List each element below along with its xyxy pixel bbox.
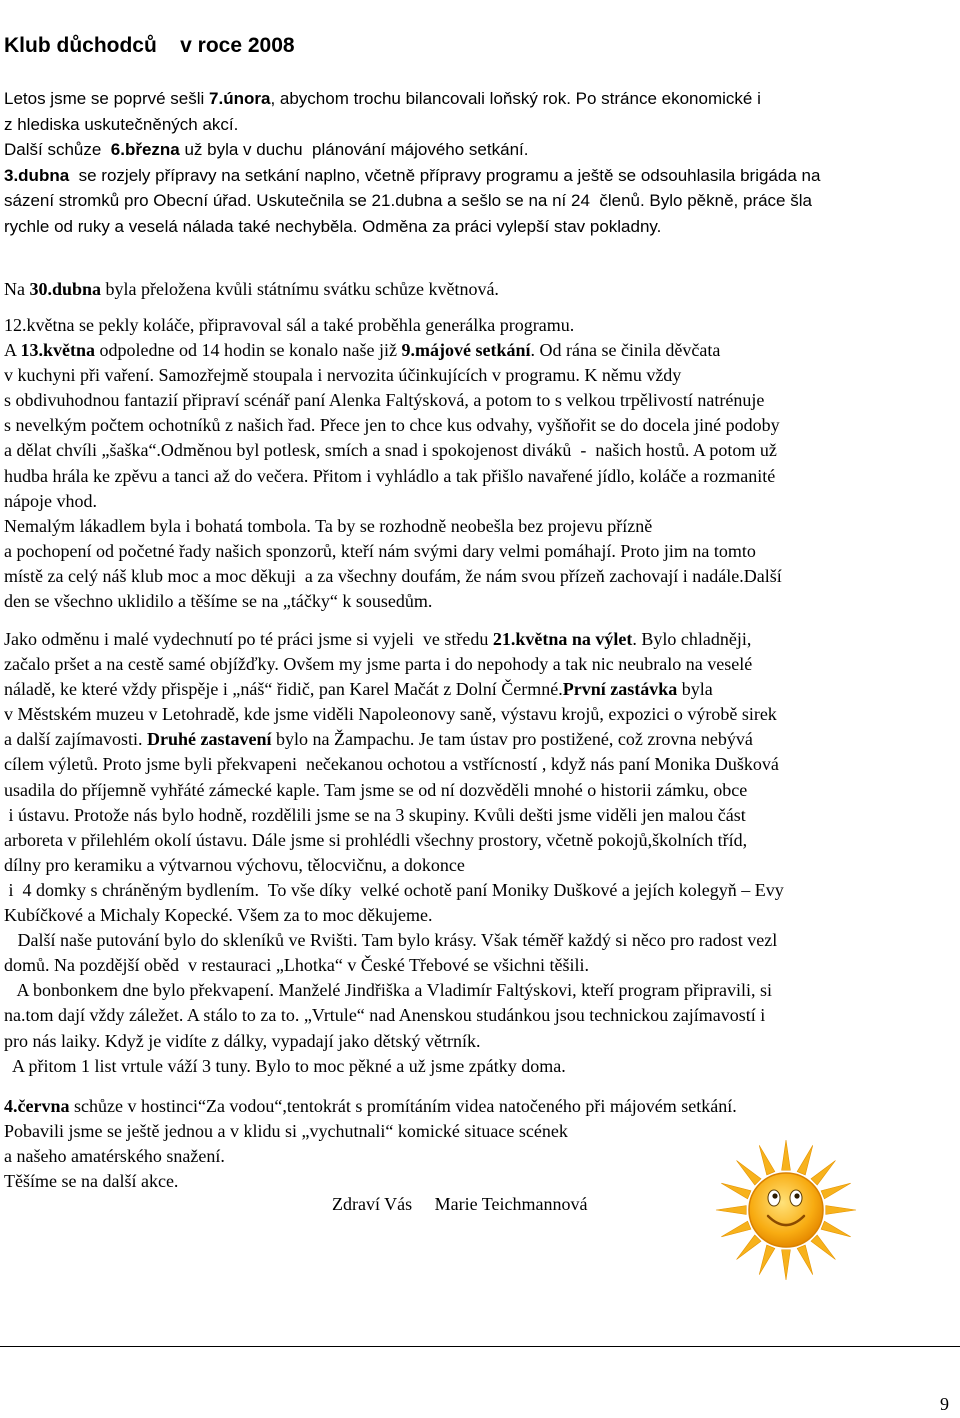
- sun-ray: [721, 1183, 751, 1199]
- sun-ray: [737, 1161, 761, 1185]
- bold-text-run: Druhé zastavení: [146, 729, 272, 750]
- text-run: na.tom dají vždy záležet. A stálo to za to. „Vrtule“ nad Anenskou studánkou jsou technickou zajímavostí i: [4, 1005, 766, 1026]
- bold-text-run: 13.května: [20, 340, 96, 361]
- text-run: s nevelkým počtem ochotníků z našich řad. Přece jen to chce kus odvahy, vyšňořit se do docela jiné podoby: [4, 415, 780, 436]
- text-line: [4, 752, 954, 777]
- text-run: rychle od ruky a veselá nálada také nechyběla. Odměna za práci vylepší stav pokladny.: [4, 216, 662, 236]
- text-line: [4, 903, 954, 928]
- text-run: byla přeložena kvůli státnímu svátku schůze květnová.: [101, 279, 499, 299]
- text-run: a dělat chvíli „šaška“.Odměnou byl potlesk, smích a snad i spokojenost diváků - našich hostů. A potom už: [4, 440, 777, 461]
- text-line: [4, 338, 954, 363]
- sun-ray: [782, 1140, 791, 1170]
- text-line: [4, 1003, 954, 1028]
- paragraph-trip: [4, 627, 954, 1079]
- text-line: [4, 388, 954, 413]
- text-line: [4, 86, 954, 112]
- text-line: [4, 564, 954, 589]
- sun-ray: [811, 1161, 835, 1185]
- sun-ray: [759, 1245, 775, 1275]
- text-line: [4, 413, 954, 438]
- text-run: Jako odměnu i malé vydechnutí po té práci jsme si vyjeli ve středu: [4, 629, 493, 649]
- text-run: a další zajímavosti.: [4, 729, 147, 750]
- text-run: Pobavili jsme se ještě jednou a v klidu si „vychutnali“ komické situace scének: [4, 1121, 568, 1142]
- text-run: pro nás laiky. Když je vidíte z dálky, vypadají jako dětský větrník.: [4, 1030, 481, 1051]
- text-run: Další schůze: [4, 140, 111, 159]
- text-line: [4, 188, 954, 214]
- sun-ray: [826, 1206, 856, 1215]
- text-line: [4, 702, 954, 727]
- text-line: [4, 652, 954, 677]
- text-run: v kuchyni při vaření. Samozřejmě stoupala i nervozita účinkujících v programu. K němu vždy: [4, 365, 682, 386]
- text-run: v Městském muzeu v Letohradě, kde jsme viděli Napoleonovy saně, výstavu krojů, expozici o výrobě sirek: [4, 704, 777, 725]
- text-run: Nemalým lákadlem byla i bohatá tombola. Ta by se rozhodně neobešla bez projevu přízně: [4, 515, 653, 536]
- text-line: [4, 313, 954, 338]
- document-title: Klub důchodců v roce 2008: [4, 34, 295, 57]
- text-run: A přitom 1 list vrtule váží 3 tuny. Bylo to moc pěkné a už jsme zpátky doma.: [4, 1055, 566, 1076]
- sun-ray: [797, 1245, 813, 1275]
- footer-divider: [0, 1346, 960, 1347]
- sun-ray: [737, 1235, 761, 1259]
- text-line: [4, 677, 954, 702]
- text-run: sázení stromků pro Obecní úřad. Uskutečnila se 21.dubna a sešlo se na ní 24 členů. Bylo pěkně, práce šla: [4, 191, 812, 210]
- paragraph-may-meeting: [4, 313, 954, 614]
- text-line: [4, 1094, 954, 1119]
- text-line: [4, 514, 954, 539]
- text-run: cílem výletů. Proto jsme byli překvapeni nečekanou ochotou a vstřícností , když nás paní Monika Dušková: [4, 754, 779, 775]
- text-run: Další naše putování bylo do skleníků ve Rvišti. Tam bylo krásy. Však téměř každý si něco pro radost vezl: [4, 930, 778, 951]
- bold-text-run: První zastávka: [562, 679, 678, 700]
- text-line: [4, 277, 954, 302]
- text-run: odpoledne od 14 hodin se konalo naše již: [95, 340, 402, 361]
- text-run: den se všechno uklidilo a těšíme se na „táčky“ k sousedům.: [4, 591, 433, 612]
- text-run: náladě, ke které vždy přispěje i „náš“ řidič, pan Karel Mačát z Dolní Čermné.: [4, 679, 563, 700]
- text-line: [4, 438, 954, 463]
- page-number: 9: [940, 1394, 949, 1414]
- text-run: nápoje vhod.: [4, 490, 97, 511]
- text-run: Letos jsme se poprvé sešli: [4, 89, 210, 108]
- sun-ray: [759, 1145, 775, 1175]
- text-run: dílny pro keramiku a výtvarnou výchovu, tělocvičnu, a dokonce: [4, 854, 465, 875]
- text-run: A bonbonkem dne bylo překvapení. Manželé Jindřiška a Vladimír Faltýskovi, kteří program připravili, si: [4, 980, 773, 1001]
- text-line: [4, 214, 954, 240]
- text-line: [4, 928, 954, 953]
- sun-ray: [716, 1206, 746, 1215]
- text-run: s obdivuhodnou fantazií připraví scénář paní Alenka Faltýsková, a potom to s velkou trpělivostí natrénuje: [4, 390, 765, 411]
- bold-text-run: 21.května na výlet: [492, 629, 633, 649]
- text-run: . Bylo chladněji,: [632, 629, 752, 649]
- text-run: schůze v hostinci“Za vodou“,tentokrát s promítáním videa natočeného při májovém setkání.: [69, 1096, 737, 1116]
- text-line: [4, 464, 954, 489]
- text-run: . Od rána se činila děvčata: [530, 340, 721, 361]
- sun-ray: [797, 1145, 813, 1175]
- text-run: domů. Na pozdější oběd v restauraci „Lhotka“ v České Třebové se všichni těšili.: [4, 955, 589, 976]
- text-line: [4, 978, 954, 1003]
- text-line: [4, 589, 954, 614]
- text-run: i 4 domky s chráněným bydlením. To vše díky velké ochotě paní Moniky Duškové a jejích kolegyň – Evy: [4, 879, 784, 900]
- text-line: [4, 828, 954, 853]
- text-run: už byla v duchu plánování májového setkání.: [179, 140, 529, 159]
- text-run: A: [4, 340, 21, 361]
- sun-ray: [821, 1183, 851, 1199]
- text-run: hudba hrála ke zpěvu a tanci až do večera. Přitom i vyhládlo a tak přišlo navařené jídlo, koláče a rozmanité: [4, 465, 776, 486]
- text-line: [4, 112, 954, 138]
- bold-text-run: 7.února: [209, 89, 271, 108]
- text-line: [4, 489, 954, 514]
- text-run: z hlediska uskutečněných akcí.: [4, 114, 239, 134]
- text-run: arboreta v přilehlém okolí ústavu. Dále jsme si prohlédli všechny prostory, včetně pokojů,školních tříd,: [4, 829, 748, 850]
- sun-ray: [821, 1221, 851, 1237]
- text-run: Těšíme se na další akce.: [4, 1171, 179, 1192]
- text-line: [4, 853, 954, 878]
- bold-text-run: 9.májové setkání: [401, 340, 531, 361]
- text-line: [4, 363, 954, 388]
- text-run: 12.května se pekly koláče, připravoval sál a také proběhla generálka programu.: [4, 315, 575, 335]
- text-run: , abychom trochu bilancovali loňský rok. Po stránce ekonomické i: [270, 89, 761, 108]
- text-line: [4, 137, 954, 163]
- paragraph-april: [4, 277, 954, 302]
- text-line: [4, 803, 954, 828]
- text-line: [4, 539, 954, 564]
- text-line: [4, 627, 954, 652]
- signature: Zdraví Vás Marie Teichmannová: [332, 1194, 588, 1214]
- sun-ray: [811, 1235, 835, 1259]
- smiling-sun-icon: [712, 1134, 860, 1282]
- text-line: [4, 727, 954, 752]
- text-run: Na: [4, 279, 30, 299]
- bold-text-run: 4.června: [4, 1096, 70, 1116]
- text-run: začalo pršet a na cestě samé objížďky. Ovšem my jsme parta i do nepohody a tak nic neubralo na veselé: [4, 654, 753, 675]
- paragraph-intro: [4, 86, 954, 239]
- sun-ray: [782, 1250, 791, 1280]
- text-run: bylo na Žampachu. Je tam ústav pro postižené, což zrovna nebývá: [271, 729, 753, 750]
- text-run: a pochopení od početné řady našich sponzorů, kteří nám svými dary velmi pomáhají. Proto jim na tomto: [4, 540, 756, 561]
- text-run: Kubíčkové a Michaly Kopecké. Všem za to moc děkujeme.: [4, 905, 433, 926]
- text-run: místě za celý náš klub moc a moc děkuji a za všechny doufám, že nám svou přízeň zachovají i nadále.Další: [4, 565, 782, 586]
- text-line: [4, 778, 954, 803]
- text-line: [4, 163, 954, 189]
- text-run: usadila do příjemně vyhřáté zámecké kaple. Tam jsme se od ní dozvěděli mnohé o historii zámku, obce: [4, 779, 748, 800]
- bold-text-run: 30.dubna: [29, 279, 102, 299]
- bold-text-run: 3.dubna: [4, 165, 70, 185]
- text-run: i ústavu. Protože nás bylo hodně, rozdělili jsme se na 3 skupiny. Kvůli dešti jsme viděli jen malou část: [4, 804, 746, 825]
- text-line: [4, 1054, 954, 1079]
- text-line: [4, 1029, 954, 1054]
- text-line: [4, 953, 954, 978]
- text-line: [4, 878, 954, 903]
- sun-ray: [721, 1221, 751, 1237]
- text-run: a našeho amatérského snažení.: [4, 1146, 225, 1167]
- bold-text-run: 6.března: [110, 140, 180, 159]
- text-run: se rozjely přípravy na setkání naplno, včetně přípravy programu a ještě se odsouhlasila brigáda na: [69, 165, 821, 185]
- text-run: byla: [677, 679, 713, 700]
